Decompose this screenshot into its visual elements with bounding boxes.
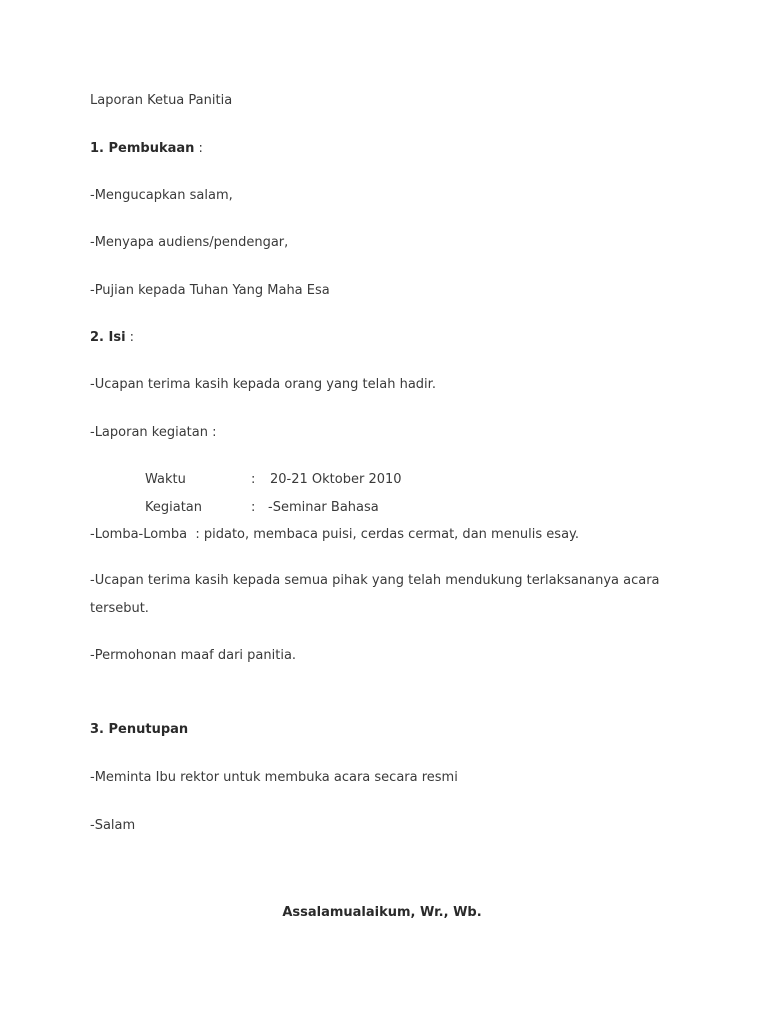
section-heading-pembukaan-colon: :: [194, 141, 203, 156]
detail-separator: :: [251, 500, 256, 515]
section-heading-penutupan: 3. Penutupan: [90, 722, 189, 737]
detail-separator: :: [251, 472, 256, 487]
list-item: -Pujian kepada Tuhan Yang Maha Esa: [90, 283, 330, 298]
section-heading-isi: [90, 329, 134, 347]
list-item-thanks-continued: tersebut.: [90, 601, 149, 616]
document-title: Laporan Ketua Panitia: [90, 93, 233, 108]
detail-label: Waktu: [145, 472, 186, 487]
detail-value: 20-21 Oktober 2010: [270, 472, 402, 487]
section-heading-isi-label: 2. Isi: [90, 330, 126, 345]
list-item: -Mengucapkan salam,: [90, 188, 233, 203]
section-heading-isi-colon: :: [125, 330, 135, 345]
list-item: -Meminta Ibu rektor untuk membuka acara secara resmi: [90, 770, 458, 785]
section-heading-pembukaan: [90, 140, 203, 158]
list-item: -Menyapa audiens/pendengar,: [90, 235, 289, 250]
closing-greeting: Assalamualaikum, Wr., Wb.: [282, 905, 482, 920]
list-item-lomba: -Lomba-Lomba : pidato, membaca puisi, cerdas cermat, dan menulis esay.: [90, 527, 580, 542]
list-item-thanks: -Ucapan terima kasih kepada semua pihak yang telah mendukung terlaksananya acara: [90, 573, 660, 588]
list-item-apology: -Permohonan maaf dari panitia.: [90, 648, 297, 663]
list-item: -Ucapan terima kasih kepada orang yang telah hadir.: [90, 377, 436, 392]
detail-value: -Seminar Bahasa: [268, 500, 379, 515]
list-item: -Laporan kegiatan :: [90, 425, 217, 440]
list-item: -Salam: [90, 818, 136, 833]
section-heading-pembukaan-label: 1. Pembukaan: [90, 141, 195, 156]
detail-label: Kegiatan: [145, 500, 203, 515]
